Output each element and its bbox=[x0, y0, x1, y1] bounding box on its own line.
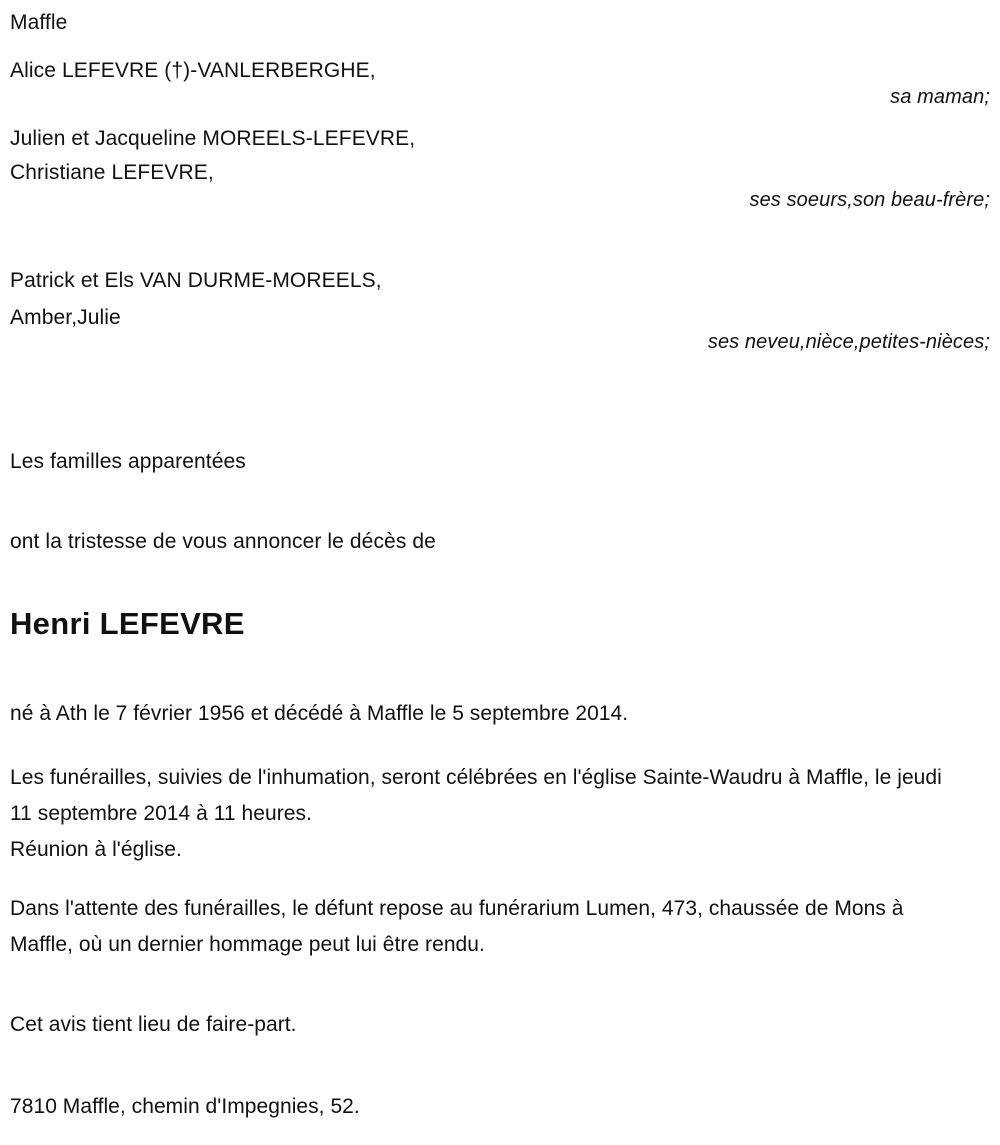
birth-death-paragraph: né à Ath le 7 février 1956 et décédé à Maffle le 5 septembre 2014. bbox=[10, 702, 629, 725]
family-member-nephew-1: Patrick et Els VAN DURME-MOREELS, bbox=[10, 269, 382, 292]
family-member-nephew-2: Amber,Julie bbox=[10, 306, 121, 329]
relation-label-nephews: ses neveu,nièce,petites-nièces; bbox=[707, 331, 990, 353]
related-families-line: Les familles apparentées bbox=[10, 450, 246, 473]
relation-label-mother: sa maman; bbox=[890, 86, 990, 108]
reunion-paragraph: Réunion à l'église. bbox=[10, 838, 182, 861]
family-member-mother: Alice LEFEVRE (†)-VANLERBERGHE, bbox=[10, 59, 376, 82]
family-member-sibling-1: Julien et Jacqueline MOREELS-LEFEVRE, bbox=[10, 127, 416, 150]
faire-part-notice-paragraph: Cet avis tient lieu de faire-part. bbox=[10, 1013, 297, 1036]
repose-location-paragraph: Dans l'attente des funérailles, le défunt repose au funérarium Lumen, 473, chaussée de Mons à Maffle, où un dernier hommage peut lui être rendu. bbox=[10, 897, 904, 956]
deceased-name-heading: Henri LEFEVRE bbox=[10, 606, 245, 641]
announcement-lead-line: ont la tristesse de vous annoncer le décès de bbox=[10, 530, 436, 553]
family-member-sibling-2: Christiane LEFEVRE, bbox=[10, 161, 214, 184]
funeral-details-paragraph: Les funérailles, suivies de l'inhumation, seront célébrées en l'église Sainte-Waudru à Maffle, le jeudi 11 septembre 2014 à 11 heures. bbox=[10, 766, 942, 825]
relation-label-siblings: ses soeurs,son beau-frère; bbox=[749, 189, 990, 211]
family-address-line: 7810 Maffle, chemin d'Impegnies, 52. bbox=[10, 1095, 360, 1118]
city-header: Maffle bbox=[10, 11, 68, 34]
